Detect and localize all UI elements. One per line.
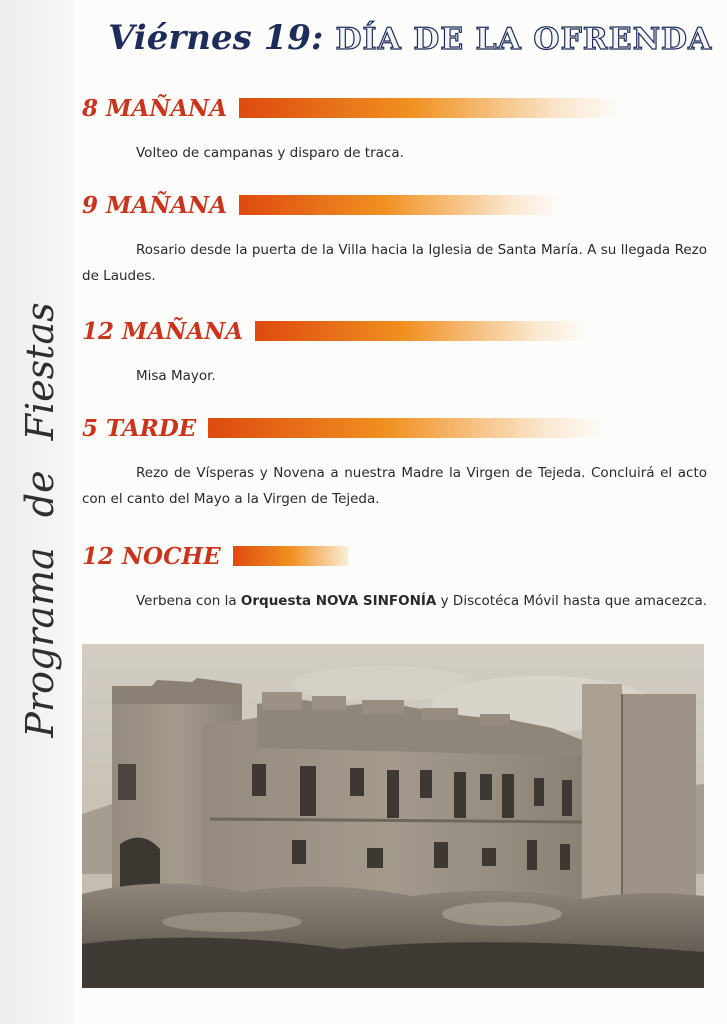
time-bar [239, 98, 619, 118]
event-section [82, 311, 719, 389]
vertical-title [18, 302, 62, 737]
event-section [82, 536, 719, 614]
event-time: 12 MAÑANA [82, 317, 244, 345]
vertical-title-word-3: Fiestas [18, 302, 62, 441]
event-section [82, 408, 719, 512]
time-bar [208, 418, 603, 438]
event-section [82, 185, 719, 289]
day-theme: DÍA DE LA OFRENDA [335, 22, 713, 57]
day-label: Viérnes 19: [108, 18, 324, 58]
castle-ruins-image [82, 644, 704, 988]
time-bar [233, 546, 348, 566]
event-description [82, 588, 719, 614]
event-text-start: Verbena con la [136, 593, 241, 609]
page-title [108, 18, 712, 58]
castle-photo [82, 644, 704, 988]
event-time: 8 MAÑANA [82, 94, 228, 122]
sidebar [0, 0, 74, 1024]
event-description: Volteo de campanas y disparo de traca. [136, 145, 404, 161]
time-bar [239, 195, 559, 215]
event-section [82, 88, 719, 166]
event-time: 5 TARDE [82, 414, 197, 442]
orchestra-name: Orquesta NOVA SINFONÍA [240, 593, 437, 609]
time-bar [255, 321, 585, 341]
vertical-title-word-2: de [18, 470, 62, 518]
event-description: Rosario desde la puerta de la Villa hacia la Iglesia de Santa María. A su llegada Rezo de Laudes. [82, 242, 707, 284]
event-time: 9 MAÑANA [82, 191, 228, 219]
event-description: Rezo de Vísperas y Novena a nuestra Madre la Virgen de Tejeda. Concluirá el acto con el canto del Mayo a la Virgen de Tejeda. [82, 465, 707, 507]
event-text-end: y Discotéca Móvil hasta que amacezca. [436, 593, 708, 609]
event-time: 12 NOCHE [82, 542, 221, 570]
event-description: Misa Mayor. [136, 368, 216, 384]
vertical-title-word-1: Programa [18, 547, 62, 738]
